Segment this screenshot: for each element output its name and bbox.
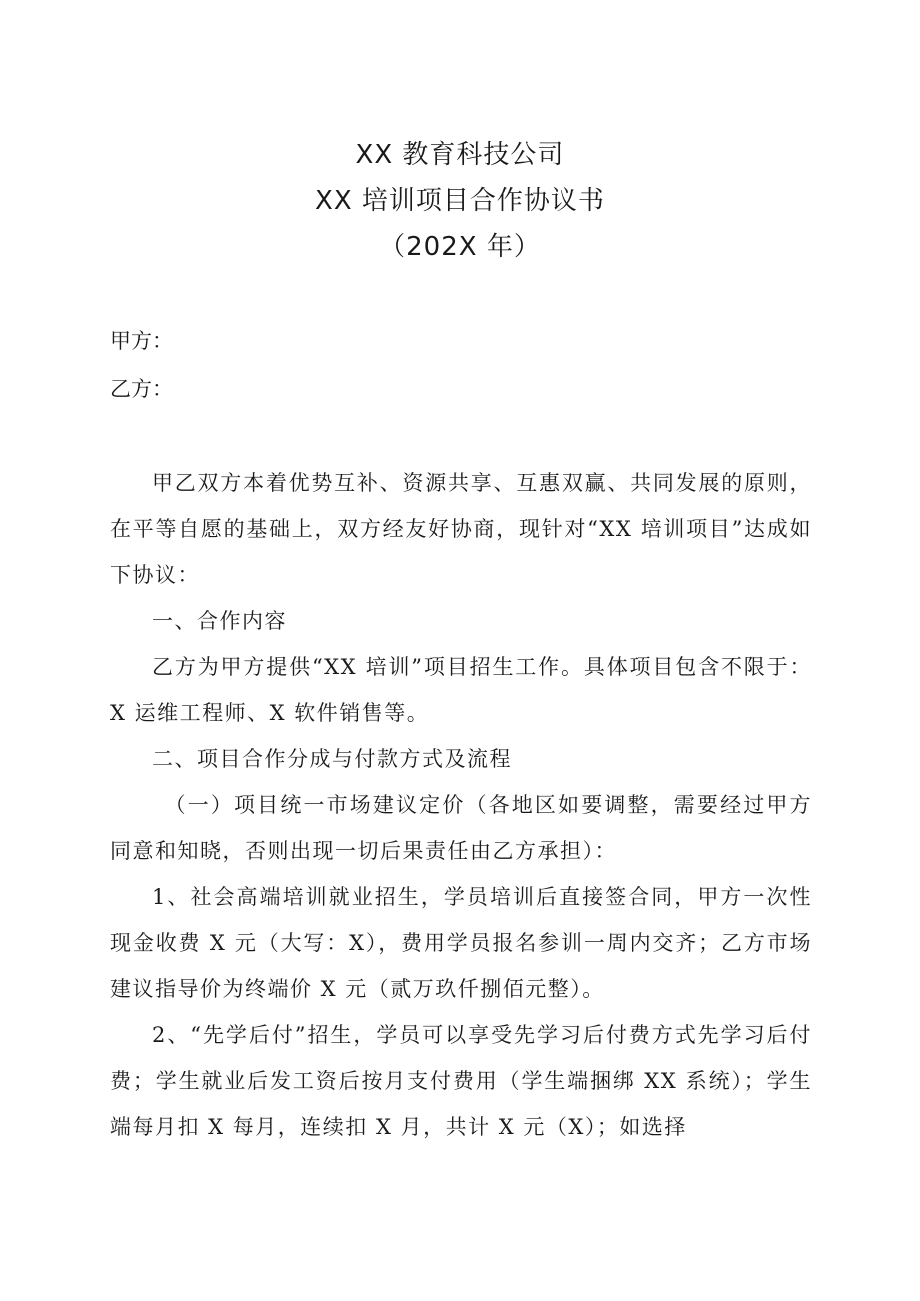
- item-2-paragraph: 2、“先学后付”招生，学员可以享受先学习后付费方式先学习后付费；学生就业后发工资后按月支付费用（学生端捆绑 XX 系统）；学生端每月扣 X 每月，连续扣 X 月，共计 X 元（X）；如选择: [110, 1023, 812, 1139]
- agreement-title: XX 培训项目合作协议书: [315, 186, 605, 216]
- company-name: XX 教育科技公司: [355, 140, 565, 170]
- section-1-heading: 一、合作内容: [152, 609, 287, 633]
- agreement-year: （202X 年）: [379, 232, 541, 262]
- agreement-body: [110, 460, 812, 1150]
- section-2-subsection-1: （一）项目统一市场建议定价（各地区如要调整，需要经过甲方同意和知晓，否则出现一切后果责任由乙方承担）：: [110, 793, 812, 863]
- section-2-heading: 二、项目合作分成与付款方式及流程: [152, 747, 512, 771]
- intro-paragraph: 甲乙双方本着优势互补、资源共享、互惠双赢、共同发展的原则，在平等自愿的基础上，双方经友好协商，现针对“XX 培训项目”达成如下协议：: [110, 471, 812, 587]
- section-1-paragraph: 乙方为甲方提供“XX 培训”项目招生工作。具体项目包含不限于：X 运维工程师、X 软件销售等。: [110, 655, 812, 725]
- party-b-label: 乙方：: [110, 377, 173, 401]
- item-1-paragraph: 1、社会高端培训就业招生，学员培训后直接签合同，甲方一次性现金收费 X 元（大写：X），费用学员报名参训一周内交齐；乙方市场建议指导价为终端价 X 元（贰万玖仟捌佰元整）。: [110, 885, 812, 1001]
- document-title-block: [0, 132, 920, 270]
- party-a-label: 甲方：: [110, 329, 173, 353]
